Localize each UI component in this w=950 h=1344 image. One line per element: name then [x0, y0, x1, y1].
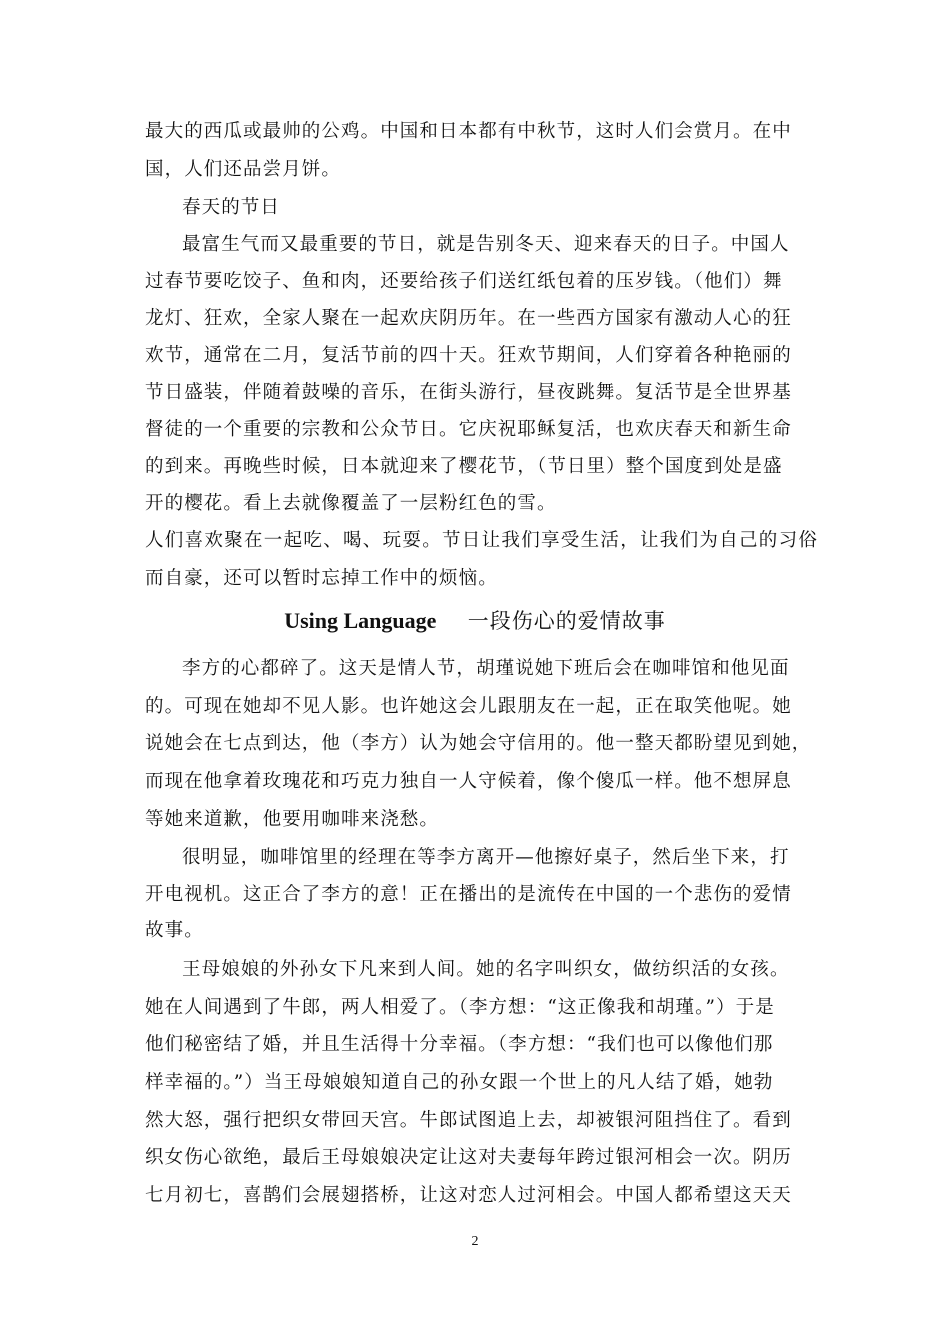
paragraph-line: 国，人们还品尝月饼。	[145, 159, 342, 180]
paragraph-line: 开的樱花。看上去就像覆盖了一层粉红色的雪。	[145, 493, 557, 514]
section-subtitle: 春天的节日	[182, 197, 281, 218]
heading-chinese: 一段伤心的爱情故事	[467, 609, 666, 633]
paragraph-line: 而现在他拿着玫瑰花和巧克力独自一人守候着，像个傻瓜一样。他不想屏息	[145, 771, 792, 792]
paragraph-line: 督徒的一个重要的宗教和公众节日。它庆祝耶稣复活，也欢庆春天和新生命	[145, 419, 792, 440]
paragraph-line: 欢节，通常在二月，复活节前的四十天。狂欢节期间，人们穿着各种艳丽的	[145, 345, 792, 366]
paragraph-line: 的。可现在她却不见人影。也许她这会儿跟朋友在一起，正在取笑他呢。她	[145, 696, 792, 717]
section-heading	[0, 606, 950, 636]
paragraph-line: 最大的西瓜或最帅的公鸡。中国和日本都有中秋节，这时人们会赏月。在中	[145, 121, 792, 142]
paragraph-line: 人们喜欢聚在一起吃、喝、玩耍。节日让我们享受生活，让我们为自己的习俗	[145, 530, 819, 551]
paragraph-line: 等她来道歉，他要用咖啡来浇愁。	[145, 809, 440, 830]
paragraph-line: 龙灯、狂欢，全家人聚在一起欢庆阴历年。在一些西方国家有激动人心的狂	[145, 308, 792, 329]
paragraph-line: 的到来。再晚些时候，日本就迎来了樱花节，（节日里）整个国度到处是盛	[145, 456, 783, 477]
paragraph-line: 而自豪，还可以暂时忘掉工作中的烦恼。	[145, 568, 498, 589]
paragraph-line: 他们秘密结了婚，并且生活得十分幸福。（李方想：“我们也可以像他们那	[145, 1034, 774, 1055]
paragraph-line: 说她会在七点到达，他（李方）认为她会守信用的。他一整天都盼望见到她，	[145, 733, 812, 754]
paragraph-line: 王母娘娘的外孙女下凡来到人间。她的名字叫织女，做纺织活的女孩。	[182, 959, 790, 980]
paragraph-line: 节日盛装，伴随着鼓噪的音乐，在街头游行，昼夜跳舞。复活节是全世界基	[145, 382, 792, 403]
paragraph-line: 然大怒，强行把织女带回天宫。牛郎试图追上去，却被银河阻挡住了。看到	[145, 1110, 792, 1131]
page-number: 2	[471, 1234, 479, 1249]
paragraph-line: 故事。	[145, 920, 204, 941]
paragraph-line: 很明显，咖啡馆里的经理在等李方离开—他擦好桌子，然后坐下来，打	[182, 847, 790, 868]
paragraph-line: 开电视机。这正合了李方的意！正在播出的是流传在中国的一个悲伤的爱情	[145, 884, 792, 905]
paragraph-line: 样幸福的。”）当王母娘娘知道自己的孙女跟一个世上的凡人结了婚，她勃	[145, 1072, 774, 1093]
paragraph-line: 过春节要吃饺子、鱼和肉，还要给孩子们送红纸包着的压岁钱。（他们）舞	[145, 271, 783, 292]
paragraph-line: 七月初七，喜鹊们会展翅搭桥，让这对恋人过河相会。中国人都希望这天天	[145, 1185, 792, 1206]
paragraph-line: 她在人间遇到了牛郎，两人相爱了。（李方想：“这正像我和胡瑾。”）于是	[145, 997, 775, 1018]
paragraph-line: 李方的心都碎了。这天是情人节，胡瑾说她下班后会在咖啡馆和他见面	[182, 658, 790, 679]
heading-english: Using Language	[284, 608, 437, 633]
paragraph-line: 最富生气而又最重要的节日，就是告别冬天、迎来春天的日子。中国人	[182, 234, 790, 255]
paragraph-line: 织女伤心欲绝，最后王母娘娘决定让这对夫妻每年跨过银河相会一次。阴历	[145, 1147, 792, 1168]
